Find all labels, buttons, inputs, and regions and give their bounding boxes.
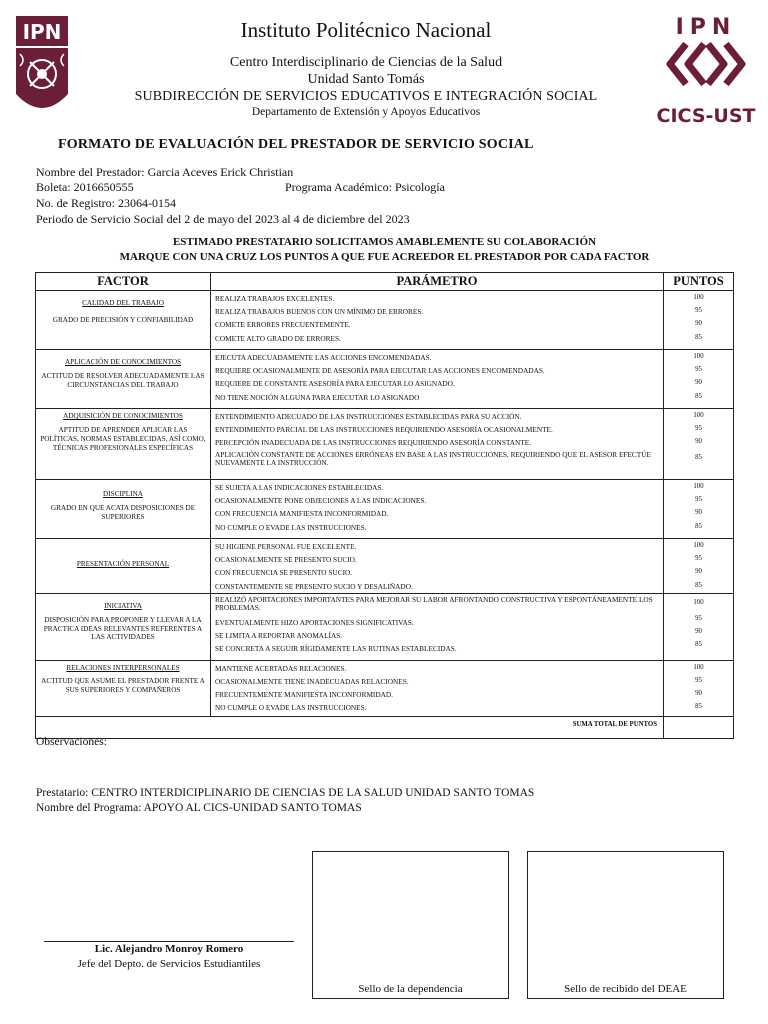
param-option[interactable]: ENTENDIMIENTO PARCIAL DE LAS INSTRUCCIONES REQUIRIENDO ASESORÍA OCASIONALMENTE.: [215, 425, 553, 435]
cics-ust-logo: [656, 14, 756, 126]
points-option[interactable]: 90: [695, 628, 702, 636]
param-option[interactable]: FRECUENTEMENTE MANIFIESTA INCONFORMIDAD.: [215, 690, 393, 700]
departamento-name: Departamento de Extensión y Apoyos Educativos: [251, 106, 481, 118]
param-option[interactable]: EJECUTA ADECUADAMENTE LAS ACCIONES ENCOMENDADAS.: [215, 353, 432, 362]
factor-cell: [36, 291, 211, 350]
points-option[interactable]: 85: [695, 522, 702, 530]
param-option[interactable]: SE LIMITA A REPORTAR ANOMALÍAS.: [215, 631, 343, 641]
signature-line: [44, 941, 294, 942]
factor-name: PRESENTACIÓN PERSONAL: [76, 560, 170, 568]
param-option[interactable]: EVENTUALMENTE HIZO APORTACIONES SIGNIFICATIVAS.: [215, 617, 414, 627]
table-row: [36, 291, 734, 350]
param-option[interactable]: APLICACIÓN CONSTANTE DE ACCIONES ERRÓNEAS EN BASE A LAS INSTRUCCIONES, REQUIRIENDO QUE EL ASESOR EFECTÚE NUEVAMENTE LA INSTRUCCIÓN.: [215, 449, 651, 468]
points-cell: [664, 291, 734, 350]
param-option[interactable]: COMETE ERRORES FRECUENTEMENTE.: [215, 320, 351, 330]
param-option[interactable]: COMETE ALTO GRADO DE ERRORES.: [215, 333, 341, 343]
param-option[interactable]: SE CONCRETA A SEGUIR RÍGIDAMENTE LAS RUTINAS ESTABLECIDAS.: [215, 644, 457, 654]
points-option[interactable]: 100: [693, 294, 704, 301]
stamp-box-deae: [527, 851, 724, 999]
signature-role: Jefe del Depto. de Servicios Estudiantiles: [77, 958, 261, 970]
instruction-line-2: MARQUE CON UNA CRUZ LOS PUNTOS A QUE FUE ACREEDOR EL PRESTADOR POR CADA FACTOR: [119, 251, 650, 263]
factor-cell: [36, 593, 211, 660]
header-parametro: PARÁMETRO: [211, 273, 664, 291]
header-factor: FACTOR: [36, 273, 211, 291]
param-option[interactable]: OCASIONALMENTE TIENE INADECUADAS RELACIONES.: [215, 677, 409, 687]
unidad-name: Unidad Santo Tomás: [307, 72, 425, 87]
header-puntos: PUNTOS: [664, 273, 734, 291]
factor-cell: [36, 480, 211, 539]
nombre-programa: Nombre del Programa: APOYO AL CICS-UNIDAD SANTO TOMAS: [36, 802, 362, 814]
table-row: [36, 480, 734, 539]
factor-name: INICIATIVA: [104, 601, 142, 610]
points-option[interactable]: 85: [695, 581, 702, 589]
total-label: SUMA TOTAL DE PUNTOS: [36, 716, 664, 738]
table-row: [36, 539, 734, 594]
points-option[interactable]: 90: [695, 509, 702, 517]
points-option[interactable]: 95: [695, 614, 702, 622]
param-option[interactable]: REQUIERE OCASIONALMENTE DE ASESORÍA PARA EJECUTAR LAS ACCIONES ENCOMENDADAS.: [215, 366, 545, 376]
param-cell: [211, 539, 664, 594]
points-option[interactable]: 95: [695, 496, 702, 504]
param-option[interactable]: NO TIENE NOCIÓN ALGUNA PARA EJECUTAR LO ASIGNADO: [215, 392, 420, 402]
points-option[interactable]: 95: [695, 425, 702, 433]
table-row: [36, 660, 734, 716]
factor-description: DISPOSICIÓN PARA PROPONER Y LLEVAR A LA PRACTICA IDEAS RELEVANTES REFERENTES A LAS ACTIVIDADES: [43, 615, 203, 642]
param-cell: [211, 291, 664, 350]
points-option[interactable]: 100: [693, 542, 704, 549]
points-option[interactable]: 85: [695, 453, 702, 461]
programa-academico: Programa Académico: Psicología: [285, 180, 445, 194]
param-option[interactable]: MANTIENE ACERTADAS RELACIONES.: [215, 663, 347, 673]
param-cell: [211, 350, 664, 409]
boleta: Boleta: 2016650555: [36, 180, 134, 194]
param-cell: [211, 480, 664, 539]
points-option[interactable]: 100: [693, 353, 704, 360]
total-row: [36, 716, 734, 738]
param-option[interactable]: OCASIONALMENTE SE PRESENTO SUCIO.: [215, 555, 357, 565]
factor-description: APTITUD DE APRENDER APLICAR LAS POLÍTICAS, NORMAS ESTABLECIDAS, ASÍ COMO, TÉCNICAS PROFESIONALES ESPECÍFICAS: [40, 426, 206, 452]
table-row: [36, 593, 734, 660]
points-option[interactable]: 100: [693, 412, 704, 419]
logo-ipn-text: IPN: [675, 15, 737, 40]
points-cell: [664, 593, 734, 660]
factor-cell: [36, 350, 211, 409]
points-option[interactable]: 95: [695, 677, 702, 685]
factor-cell: [36, 660, 211, 716]
points-cell: [664, 480, 734, 539]
instruction-line-1: ESTIMADO PRESTATARIO SOLICITAMOS AMABLEMENTE SU COLABORACIÓN: [172, 236, 597, 248]
param-option[interactable]: REQUIERE DE CONSTANTE ASESORÍA PARA EJECUTAR LO ASIGNADO.: [215, 379, 455, 389]
points-cell: [664, 539, 734, 594]
param-option[interactable]: NO CUMPLE O EVADE LAS INSTRUCCIONES.: [215, 703, 367, 713]
points-cell: [664, 350, 734, 409]
points-option[interactable]: 85: [695, 703, 702, 711]
points-option[interactable]: 100: [693, 598, 704, 606]
stamp-label-dependencia: Sello de la dependencia: [358, 983, 463, 995]
points-option[interactable]: 85: [695, 392, 702, 400]
points-option[interactable]: 90: [695, 438, 702, 446]
points-cell: [664, 409, 734, 480]
factor-description: GRADO DE PRECISIÓN Y CONFIABILIDAD: [52, 316, 194, 324]
factor-description: GRADO EN QUE ACATA DISPOSICIONES DE SUPERIORES: [50, 504, 196, 521]
points-option[interactable]: 90: [695, 320, 702, 328]
ipn-emblem-logo: [12, 14, 72, 124]
points-option[interactable]: 100: [693, 483, 704, 490]
institution-name: Instituto Politécnico Nacional: [240, 18, 492, 42]
param-option[interactable]: SE SUJETA A LAS INDICACIONES ESTABLECIDAS.: [215, 483, 384, 492]
points-option[interactable]: 95: [695, 366, 702, 374]
points-option[interactable]: 90: [695, 568, 702, 576]
evaluation-table: [35, 272, 734, 739]
factor-name: DISCIPLINA: [103, 490, 143, 498]
factor-name: CALIDAD DEL TRABAJO: [82, 299, 164, 307]
centro-name: Centro Interdisciplinario de Ciencias de la Salud: [229, 55, 503, 70]
stamp-box-dependencia: [312, 851, 509, 999]
total-points-field[interactable]: [664, 716, 734, 738]
points-option[interactable]: 95: [695, 307, 702, 315]
periodo-servicio: Periodo de Servicio Social del 2 de mayo del 2023 al 4 de diciembre del 2023: [36, 212, 410, 226]
param-option[interactable]: OCASIONALMENTE PONE OBJECIONES A LAS INDICACIONES.: [215, 496, 427, 506]
param-option[interactable]: ENTENDIMIENTO ADECUADO DE LAS INSTRUCCIONES ESTABLECIDAS PARA SU ACCIÓN.: [215, 412, 522, 421]
factor-name: ADQUISICIÓN DE CONOCIMIENTOS: [63, 412, 183, 420]
param-option[interactable]: REALIZA TRABAJOS BUENOS CON UN MÍNIMO DE ERRORES.: [215, 307, 424, 317]
param-option[interactable]: REALIZA TRABAJOS EXCELENTES.: [215, 294, 335, 303]
param-option[interactable]: PERCEPCIÓN INADECUADA DE LAS INSTRUCCIONES REQUIRIENDO ASESORÍA CONSTANTE.: [215, 438, 532, 448]
points-option[interactable]: 85: [695, 641, 702, 649]
numero-registro: No. de Registro: 23064-0154: [36, 196, 176, 210]
logo-cics-text: CICS-UST: [656, 105, 756, 126]
stamp-label-deae: Sello de recibido del DEAE: [564, 983, 687, 995]
subdireccion-name: SUBDIRECCIÓN DE SERVICIOS EDUCATIVOS E INTEGRACIÓN SOCIAL: [134, 89, 598, 104]
factor-name: RELACIONES INTERPERSONALES: [66, 663, 180, 672]
param-option[interactable]: SU HIGIENE PERSONAL FUE EXCELENTE.: [215, 542, 357, 551]
observaciones-label: Observaciones:: [36, 736, 107, 748]
param-cell: [211, 593, 664, 660]
factor-cell: [36, 539, 211, 594]
factor-cell: [36, 409, 211, 480]
param-cell: [211, 660, 664, 716]
param-option[interactable]: CONSTANTEMENTE SE PRESENTO SUCIO Y DESALIÑADO.: [215, 581, 413, 591]
points-option[interactable]: 85: [695, 333, 702, 341]
param-option[interactable]: CON FRECUENCIA MANIFIESTA INCONFORMIDAD.: [215, 509, 389, 519]
factor-description: ACTITUD DE RESOLVER ADECUADAMENTE LAS CIRCUNSTANCIAS DEL TRABAJO: [41, 372, 205, 389]
param-option[interactable]: NO CUMPLE O EVADE LAS INSTRUCCIONES.: [215, 522, 367, 532]
points-option[interactable]: 100: [693, 663, 704, 671]
form-title: FORMATO DE EVALUACIÓN DEL PRESTADOR DE SERVICIO SOCIAL: [58, 137, 534, 152]
table-row: [36, 409, 734, 480]
prestador-name: Nombre del Prestador: Garcia Aceves Erick Christian: [36, 165, 294, 179]
param-option[interactable]: CON FRECUENCIA SE PRESENTO SUCIO.: [215, 568, 353, 578]
points-option[interactable]: 90: [695, 690, 702, 698]
points-option[interactable]: 90: [695, 379, 702, 387]
factor-name: APLICACIÓN DE CONOCIMIENTOS: [64, 358, 182, 366]
prestatario: Prestatario: CENTRO INTERDICIPLINARIO DE CIENCIAS DE LA SALUD UNIDAD SANTO TOMAS: [36, 787, 535, 799]
points-option[interactable]: 95: [695, 555, 702, 563]
signature-name: Lic. Alejandro Monroy Romero: [94, 943, 244, 955]
param-option[interactable]: REALIZÓ APORTACIONES IMPORTANTES PARA MEJORAR SU LABOR AFRONTANDO CONSTRUCTIVA Y ESPONTÁNEAMENTE LOS PROBLEMAS.: [215, 594, 653, 613]
table-row: [36, 350, 734, 409]
param-cell: [211, 409, 664, 480]
factor-description: ACTITUD QUE ASUME EL PRESTADOR FRENTE A SUS SUPERIORES Y COMPAÑEROS: [41, 676, 205, 694]
ipn-emblem-text: IPN: [22, 20, 62, 44]
points-cell: [664, 660, 734, 716]
table-header-row: [36, 273, 734, 291]
